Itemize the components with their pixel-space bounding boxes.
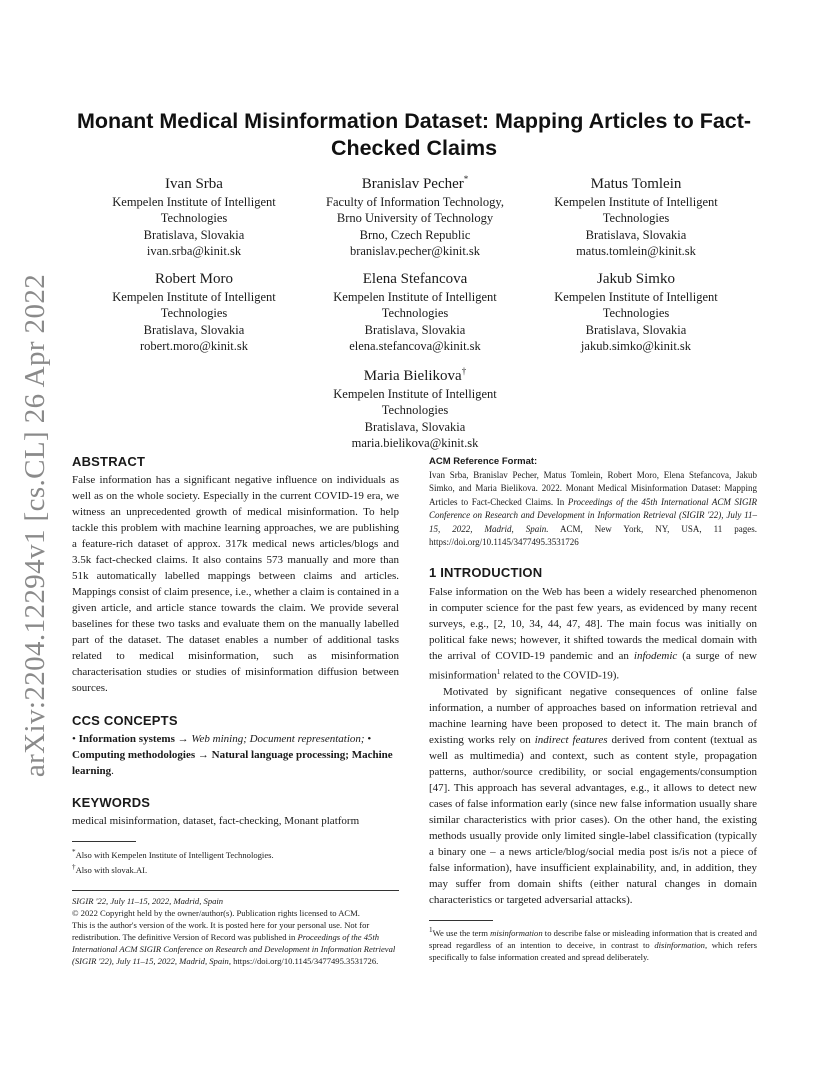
author-affiliation: Technologies [160,211,228,226]
abstract-heading: ABSTRACT [72,454,146,469]
footnote-rule [429,920,493,921]
author-email: maria.bielikova@kinit.sk [351,436,479,451]
author-affiliation: Technologies [160,306,228,321]
copyright-block: SIGIR '22, July 11–15, 2022, Madrid, Spain © 2022 Copyright held by the owner/author(s). Publication rights licensed to ACM. This is the author's version of the work. It is posted here for your personal use. Not for redistribution. The definitive Version of Record was published in Proceedings of the 45th International ACM SIGIR Conference on Research and Development in Information Retrieval (SIGIR '22), July 11–15, 2022, Madrid, Spain, https://doi.org/10.1145/3477495.3531726. [72,895,396,966]
ccs-heading: CCS CONCEPTS [72,713,178,728]
author-block [295,265,535,355]
author-location: Bratislava, Slovakia [585,322,687,337]
arxiv-stamp [16,273,56,777]
author-email: ivan.srba@kinit.sk [146,244,242,259]
intro-paragraph: Motivated by significant negative consequences of online false information, a number of approaches based on information retrieval and machine learning have been proposed to detect it. The main branch of existing works rely on indirect features derived from content (textual as well as multimedia) and context, such as content style, propagation patterns, author/source credibility, or social engagements/consumption [47]. This approach has several advantages, e.g., it allows to detect new cases of false information early (since new false information usually share similar characteristics with prior cases). On the other hand, the existing methods usually provide only limited single-label classification (typically a binary one – a news article/blog/social media post is/is not a piece of false information), have insufficient explainability, and, in addition, they may suffer from domain shifts (either natural changes in domain characteristics or targeted adversarial attacks). [429,686,757,907]
author-affiliation: Technologies [381,306,449,321]
acm-reference-text: Ivan Srba, Branislav Pecher, Matus Tomlein, Robert Moro, Elena Stefancova, Jakub Simko, and Maria Bielikova. 2022. Monant Medical Misinformation Dataset: Mapping Articles to Fact-Checked Claims. In Proceedings of the 45th International ACM SIGIR Conference on Research and Development in Information Retrieval (SIGIR '22), July 11–15, 2022, Madrid, Spain. ACM, New York, NY, USA, 11 pages. https://doi.org/10.1145/3477495.3531726 [429,470,758,548]
author-affiliation: Technologies [602,306,670,321]
author-affiliation: Technologies [602,211,670,226]
right-column [429,456,757,963]
author-block [295,170,535,260]
arxiv-id: arXiv:2204.12294v1 [cs.CL] 26 Apr 2022 [19,273,52,777]
acm-reference-heading: ACM Reference Format: [429,456,538,467]
footnote: †Also with slovak.AI. [72,862,148,875]
author-location: Brno, Czech Republic [359,227,471,242]
abstract-text: False information has a significant negative influence on individuals as well as on the whole society. Especially in the current COVID-19 era, we witness an unprecedented growth of medical misinformation. To help tackle this problem with machine learning approaches, we are publishing a feature-rich dataset of approx. 317k medical news articles/blogs and 3.5k fact-checked claims. It also contains 573 manually and more than 51k automatically labelled mappings between claims and articles. Mappings consist of claim presence, i.e., whether a claim is contained in a given article, and article stance towards the claim. We provide several baselines for these two tasks and evaluate them on the manually labelled part of the dataset. The dataset enables a number of additional tasks related to medical misinformation, such as misinformation characterisation studies or studies of misinformation diffusion between sources. [72,474,399,694]
footnote: *Also with Kempelen Institute of Intelligent Technologies. [72,848,274,860]
author-block [295,362,535,452]
author-affiliation: Technologies [381,403,449,418]
author-location: Bratislava, Slovakia [364,419,466,434]
author-location: Bratislava, Slovakia [364,322,466,337]
author-affiliation: Brno University of Technology [336,211,494,226]
left-column [72,454,399,967]
author-name: Maria Bielikova† [363,366,467,384]
author-email: elena.stefancova@kinit.sk [349,339,481,354]
author-name: Branislav Pecher* [361,174,469,192]
author-affiliation: Kempelen Institute of Intelligent [112,290,276,304]
author-name: Matus Tomlein [590,176,682,192]
author-block [74,265,314,355]
keywords-text: medical misinformation, dataset, fact-checking, Monant platform [72,815,360,827]
author-location: Bratislava, Slovakia [585,227,687,242]
author-affiliation: Kempelen Institute of Intelligent [112,195,276,209]
intro-paragraph: False information on the Web has been a widely researched phenomenon in computer science for the past few years, as evidenced by many recent surveys, e.g., [2, 10, 34, 44, 47, 48]. The main focus was initially on political fake news; however, it shifted towards the medical domain with the arrival of COVID-19 pandemic and an infodemic (a surge of new misinformation$^1$ related to the COVID-19). [429,586,757,683]
introduction-heading: 1 INTRODUCTION [429,565,543,581]
author-email: matus.tomlein@kinit.sk [576,244,696,259]
footnote-rule [72,841,136,842]
author-name: Ivan Srba [165,176,223,192]
author-email: branislav.pecher@kinit.sk [349,244,481,259]
author-affiliation: Kempelen Institute of Intelligent [333,290,497,304]
author-email: jakub.simko@kinit.sk [580,339,692,354]
author-affiliation: Kempelen Institute of Intelligent [554,290,718,304]
footnote: $^1$We use the term misinformation to describe false or misleading information that is created and spread regardless of an intention to deceive, in contrast to disinformation, which refers specifically to false information created and spread deliberately. [429,926,757,962]
venue: SIGIR '22, July 11–15, 2022, Madrid, Spain [72,895,224,906]
ccs-concepts: • Information systems → Web mining; Document representation; • Computing methodologies → Natural language processing; Machine learning. [72,733,393,777]
author-affiliation: Faculty of Information Technology, [326,195,504,209]
author-block [516,170,756,260]
keywords-heading: KEYWORDS [72,795,151,810]
author-affiliation: Kempelen Institute of Intelligent [333,387,497,401]
paper-title: Monant Medical Misinformation Dataset: Mapping Articles to Fact-Checked Claims [76,109,752,160]
author-name: Elena Stefancova [362,271,468,287]
author-name: Jakub Simko [597,271,675,287]
author-email: robert.moro@kinit.sk [139,339,249,354]
author-affiliation: Kempelen Institute of Intelligent [554,195,718,209]
copyright-rule [72,890,399,891]
author-block [74,170,314,260]
author-block [516,265,756,355]
author-location: Bratislava, Slovakia [143,322,245,337]
author-name: Robert Moro [155,271,233,287]
author-location: Bratislava, Slovakia [143,227,245,242]
